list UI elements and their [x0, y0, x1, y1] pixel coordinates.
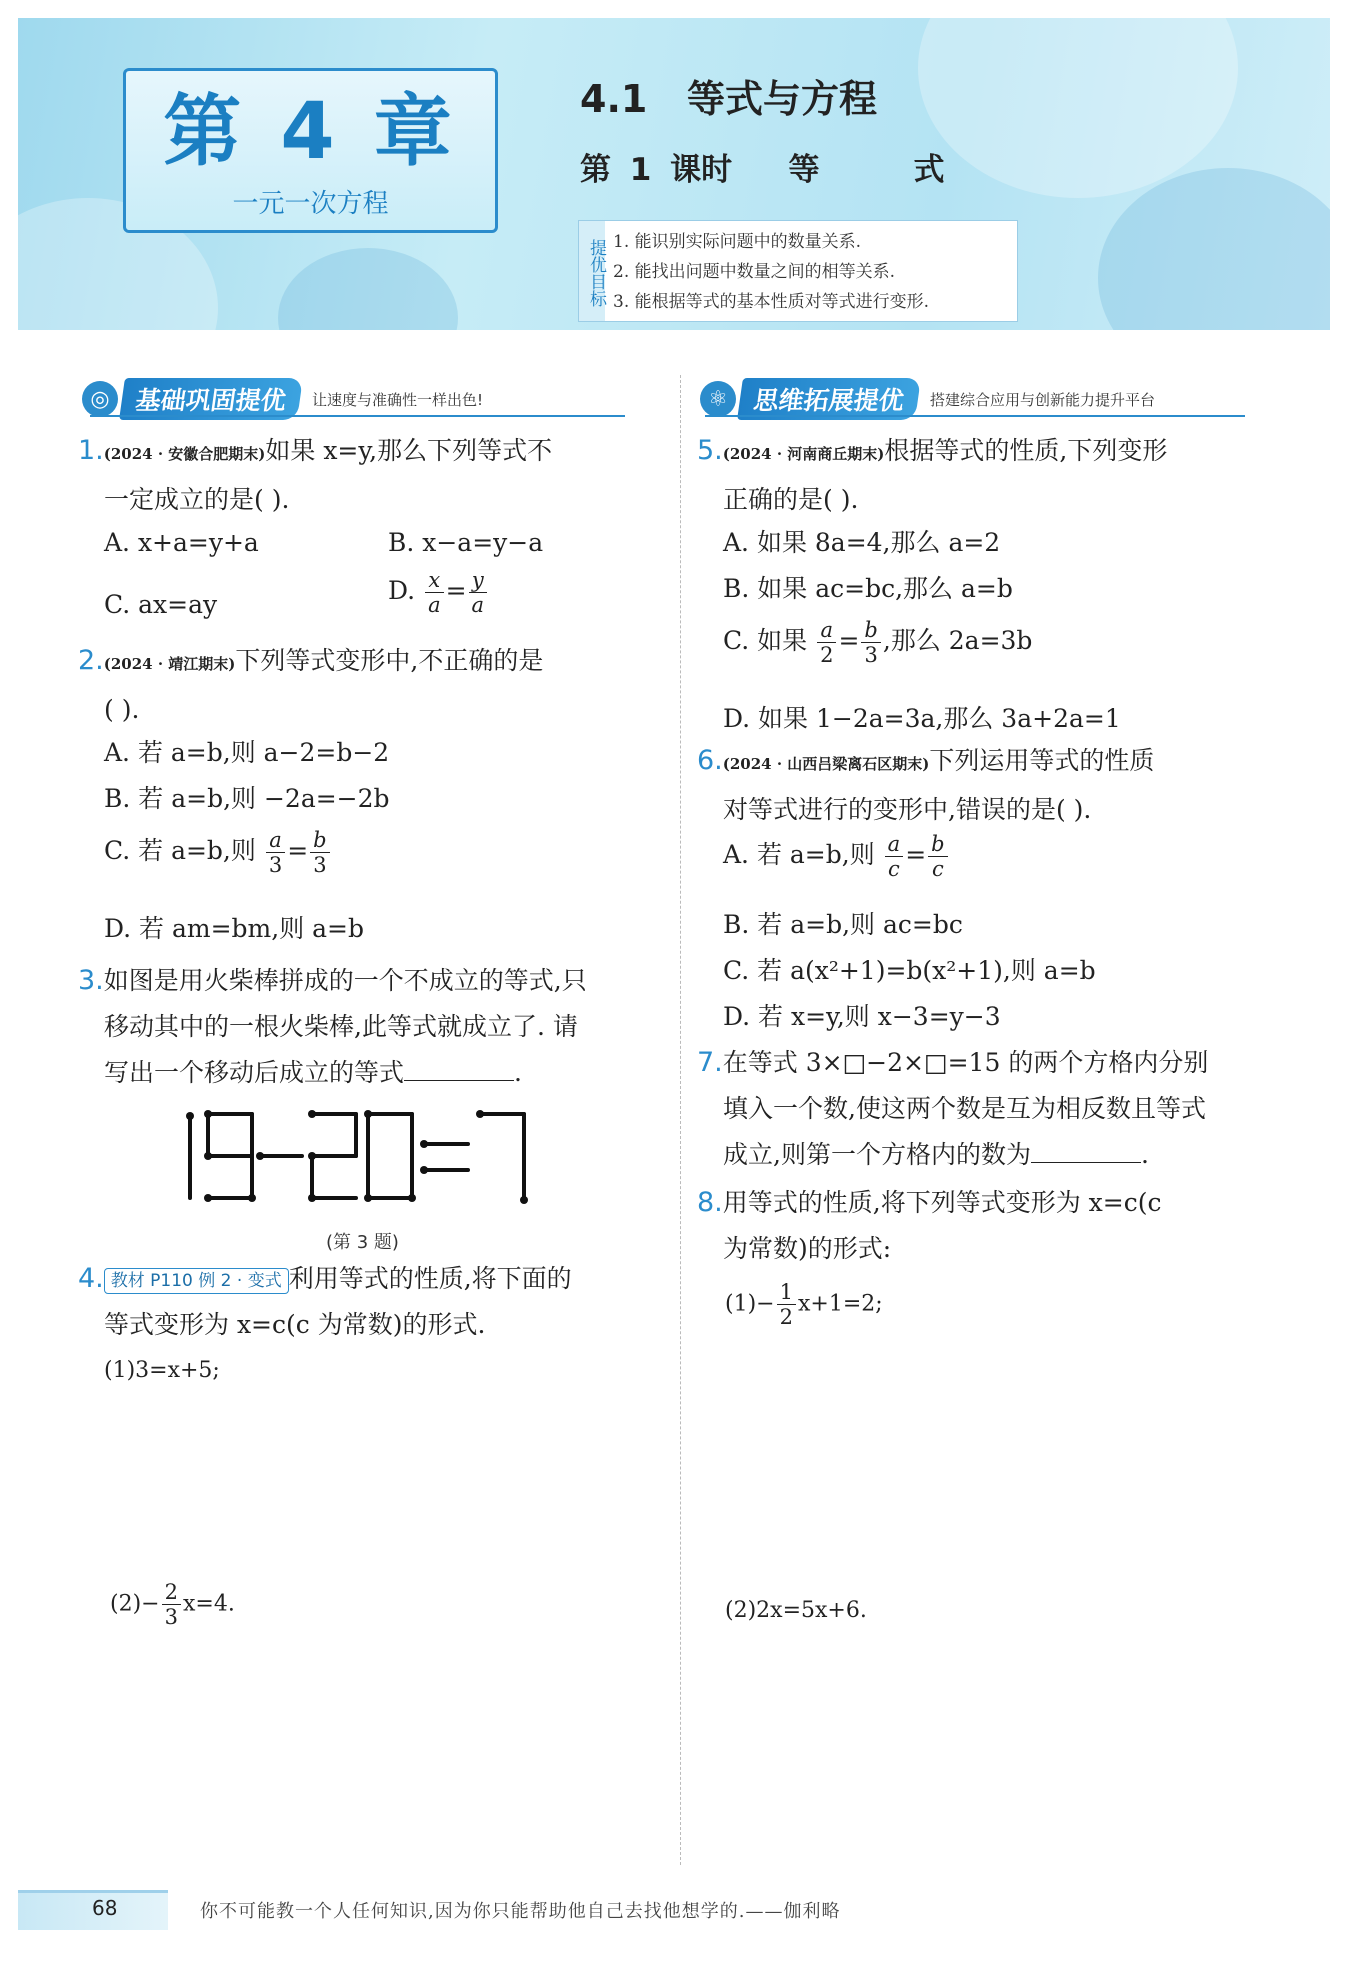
numerator: y [469, 568, 488, 593]
question-stem: ( ). [104, 695, 140, 724]
numerator: b [928, 832, 947, 857]
goal-item: 1. 能识别实际问题中的数量关系. [613, 232, 862, 252]
sub-question-text: x=4. [182, 1591, 235, 1617]
sub-question-2: (2)2x=5x+6. [725, 1598, 867, 1623]
problem-6 [697, 738, 1297, 1031]
divider-line [705, 415, 1245, 417]
option-c: C. 若 a=b,则 $\frac{a}{3}$ = $\frac{b}{3}$ [104, 828, 332, 877]
left-column [78, 428, 668, 1828]
denominator: 3 [268, 853, 283, 877]
denominator: 3 [313, 853, 327, 877]
question-stem: 等式变形为 x=c(c 为常数)的形式. [104, 1310, 486, 1339]
left-section-slogan: 让速度与准确性一样出色! [312, 390, 484, 409]
numerator: b [861, 618, 880, 643]
fraction [928, 832, 947, 881]
answer-blank [404, 1053, 514, 1081]
answer-blank [1031, 1135, 1141, 1163]
sub-question-text: x+1=2; [797, 1291, 883, 1317]
question-stem: 下列运用等式的性质 [929, 746, 1155, 775]
option-c-label: C. 如果 [723, 626, 808, 655]
question-number: 8. [697, 1187, 723, 1218]
question-stem: 对等式进行的变形中,错误的是( ). [723, 795, 1092, 824]
option-a: A. 如果 8a=4,那么 a=2 [723, 528, 1001, 557]
option-a: A. 若 a=b,则 $\frac{a}{c}$ = $\frac{b}{c}$ [723, 832, 950, 881]
question-stem: 成立,则第一个方格内的数为 [723, 1140, 1031, 1169]
option-a: A. x+a=y+a [104, 528, 259, 557]
option-d-label: D. [388, 576, 416, 605]
numerator: b [310, 828, 329, 853]
right-section-title: 思维拓展提优 [737, 378, 921, 420]
atom-icon: ⚛ [700, 381, 736, 417]
option-b: B. 若 a=b,则 ac=bc [723, 910, 963, 939]
problem-5 [697, 428, 1297, 733]
textbook-tag: 教材 P110 例 2 · 变式 [104, 1268, 289, 1294]
sub-question-label: (2)− [110, 1591, 160, 1617]
option-d: D. 如果 1−2a=3a,那么 3a+2a=1 [723, 704, 1121, 733]
option-c: C. 如果 $\frac{a}{2}$ = $\frac{b}{3}$ ,那么 2a=3b [723, 618, 1033, 667]
option-c-text: ,那么 2a=3b [882, 626, 1033, 655]
denominator: c [931, 857, 944, 881]
numerator: x [425, 568, 444, 593]
option-c: C. 若 a(x²+1)=b(x²+1),则 a=b [723, 956, 1096, 985]
right-section-header [700, 378, 1155, 420]
goal-item: 2. 能找出问题中数量之间的相等关系. [613, 262, 896, 282]
question-stem: 利用等式的性质,将下面的 [288, 1264, 572, 1293]
problem-1 [78, 428, 668, 619]
question-stem: 如图是用火柴棒拼成的一个不成立的等式,只 [103, 966, 587, 995]
sub-question-2 [110, 1580, 235, 1629]
left-section-header [82, 378, 483, 420]
denominator: a [428, 593, 441, 617]
fraction [310, 828, 329, 877]
question-source: (2024 · 安徽合肥期末) [103, 445, 266, 463]
question-stem: 填入一个数,使这两个数是互为相反数且等式 [723, 1094, 1206, 1123]
question-number: 2. [78, 645, 104, 676]
lesson-title: 第 1 课时 等 式 [580, 152, 945, 188]
right-column [697, 428, 1297, 1828]
chapter-banner [18, 18, 1330, 330]
numerator: a [266, 828, 285, 853]
question-number: 4. [78, 1263, 104, 1294]
option-b: B. x−a=y−a [388, 528, 544, 557]
numerator: a [817, 618, 836, 643]
fraction [425, 568, 444, 617]
denominator: 3 [164, 1605, 178, 1629]
fraction [469, 568, 488, 617]
left-section-title: 基础巩固提优 [119, 378, 303, 420]
numerator: a [885, 832, 904, 857]
chapter-subtitle: 一元一次方程 [232, 189, 389, 219]
denominator: c [888, 857, 900, 881]
problem-3: 3.如图是用火柴棒拼成的一个不成立的等式,只 移动其中的一根火柴棒,此等式就成立了. 请 写出一个移动后成立的等式 . [78, 958, 668, 1096]
question-source: (2024 · 河南商丘期末) [722, 445, 885, 463]
target-icon: ◎ [82, 381, 118, 417]
fraction [266, 828, 285, 877]
question-source: (2024 · 靖江期末) [103, 655, 236, 673]
question-stem: 正确的是( ). [723, 485, 859, 514]
fraction [861, 618, 880, 667]
numerator: 2 [162, 1580, 181, 1605]
question-number: 1. [78, 435, 104, 466]
question-number: 6. [697, 745, 723, 776]
numerator: 1 [777, 1280, 796, 1305]
fraction [817, 618, 836, 667]
goal-item: 3. 能根据等式的基本性质对等式进行变形. [613, 292, 930, 312]
option-a-label: A. 若 a=b,则 [723, 840, 875, 869]
goals-tag: 提优目标 [579, 221, 605, 321]
column-divider [680, 375, 681, 1865]
chapter-box [123, 68, 498, 233]
option-a: A. 若 a=b,则 a−2=b−2 [104, 738, 390, 767]
matchstick-figure [178, 1106, 538, 1210]
question-stem: 写出一个移动后成立的等式 [104, 1058, 405, 1087]
question-stem: 一定成立的是( ). [104, 485, 290, 514]
problem-8 [697, 1180, 1297, 1272]
problem-7: 7.在等式 3×□−2×□=15 的两个方格内分别 填入一个数,使这两个数是互为相反数且等式 成立,则第一个方格内的数为 . [697, 1040, 1297, 1178]
question-stem: 下列等式变形中,不正确的是 [235, 646, 544, 675]
question-stem: 如果 x=y,那么下列等式不 [265, 436, 553, 465]
chapter-title: 第 4 章 [163, 87, 458, 177]
question-stem: 用等式的性质,将下列等式变形为 x=c(c [722, 1188, 1162, 1217]
option-b: B. 如果 ac=bc,那么 a=b [723, 574, 1013, 603]
question-source: (2024 · 山西吕梁离石区期末) [722, 755, 930, 773]
right-section-slogan: 搭建综合应用与创新能力提升平台 [930, 390, 1156, 409]
sub-question-label: (1)− [725, 1291, 775, 1317]
question-stem: 在等式 3×□−2×□=15 的两个方格内分别 [722, 1048, 1209, 1077]
question-stem: 移动其中的一根火柴棒,此等式就成立了. 请 [104, 1012, 578, 1041]
problem-2 [78, 638, 668, 943]
footer-quote: 你不可能教一个人任何知识,因为你只能帮助他自己去找他想学的.——伽利略 [200, 1901, 841, 1922]
question-number: 5. [697, 435, 723, 466]
denominator: 2 [779, 1305, 793, 1329]
question-number: 3. [78, 965, 104, 996]
section-title: 4.1 等式与方程 [580, 77, 878, 121]
option-c-label: C. 若 a=b,则 [104, 836, 256, 865]
option-d: D. $\frac{x}{a}$ = $\frac{y}{a}$ [388, 568, 489, 617]
denominator: 3 [864, 643, 878, 667]
denominator: a [471, 593, 485, 617]
problem-4 [78, 1256, 668, 1394]
fraction [885, 832, 904, 881]
divider-line [90, 415, 625, 417]
figure-caption: (第 3 题) [326, 1232, 399, 1253]
option-d: D. 若 am=bm,则 a=b [104, 914, 365, 943]
question-stem: 根据等式的性质,下列变形 [884, 436, 1168, 465]
question-stem: 为常数)的形式: [723, 1234, 892, 1263]
option-d: D. 若 x=y,则 x−3=y−3 [723, 1002, 1001, 1031]
option-c: C. ax=ay [104, 590, 218, 619]
option-b: B. 若 a=b,则 −2a=−2b [104, 784, 390, 813]
page-number: 68 [92, 1896, 118, 1920]
fraction [777, 1280, 796, 1329]
denominator: 2 [820, 643, 834, 667]
sub-question-1 [725, 1280, 883, 1329]
learning-goals [578, 220, 1018, 322]
sub-question-1: (1)3=x+5; [104, 1358, 220, 1383]
question-number: 7. [697, 1047, 723, 1078]
fraction [162, 1580, 181, 1629]
